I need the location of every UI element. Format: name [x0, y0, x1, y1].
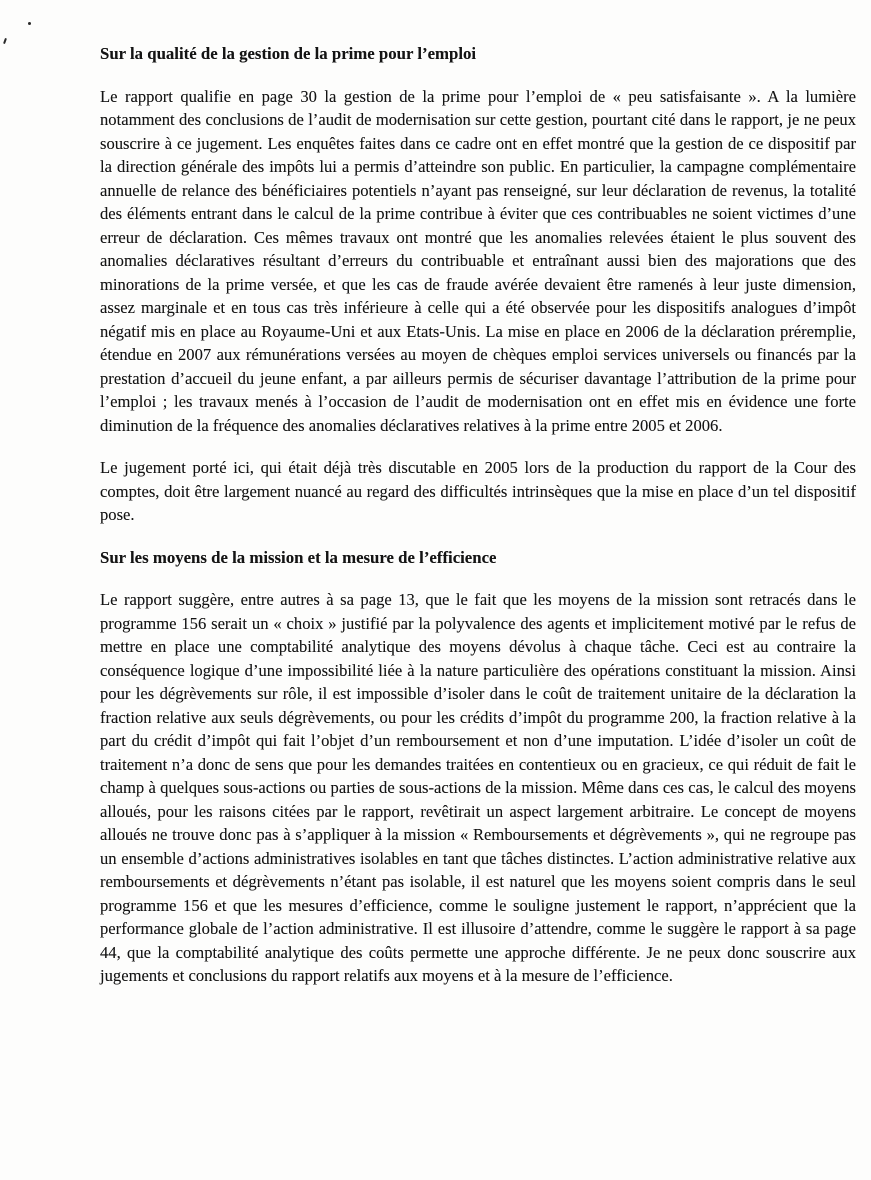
- section-heading-gestion-prime-emploi: Sur la qualité de la gestion de la prime pour l’emploi: [100, 44, 477, 63]
- paragraph-moyens-efficience-1: Le rapport suggère, entre autres à sa page 13, que le fait que les moyens de la mission sont retracés dans le programme 156 serait un « choix » justifié par la polyvalence des agents et implicitement motivé par le refus de mettre en place une comptabilité analytique des moyens dévolus à chaque tâche. Ceci est au contraire la conséquence logique d’une impossibilité liée à la nature particulière des opérations constituant la mission. Ainsi pour les dégrèvements sur rôle, il est impossible d’isoler dans le coût de traitement unitaire de la déclaration la fraction relative aux seuls dégrèvements, ou pour les crédits d’impôt du programme 200, la fraction relative à la part du crédit d’impôt qui fait l’objet d’un remboursement et non d’une imputation. L’idée d’isoler un coût de traitement n’a donc de sens que pour les demandes traitées en contentieux ou en gracieux, ce qui réduit de fait le champ à quelques sous-actions ou parties de sous-actions de la mission. Même dans ces cas, le calcul des moyens alloués, pour les raisons citées par le rapport, revêtirait un aspect largement arbitraire. Le concept de moyens alloués ne trouve donc pas à s’appliquer à la mission « Remboursements et dégrèvements », qui ne regroupe pas un ensemble d’actions administratives isolables en tant que tâches distinctes. L’action administrative relative aux remboursements et dégrèvements n’étant pas isolable, il est naturel que les moyens soient compris dans le seul programme 156 et que les mesures d’efficience, comme le souligne justement le rapport, n’apprécient que la performance globale de l’action administrative. Il est illusoire d’attendre, comme le suggère le rapport à sa page 44, que la comptabilité analytique des coûts permette une approche différente. Je ne peux donc souscrire aux jugements et conclusions du rapport relatifs aux moyens et à la mesure de l’efficience.: [100, 590, 856, 985]
- document-body: [100, 42, 856, 988]
- scan-speck: [28, 22, 31, 25]
- scan-speck: [3, 38, 7, 44]
- paragraph-gestion-prime-2: Le jugement porté ici, qui était déjà très discutable en 2005 lors de la production du rapport de la Cour des comptes, doit être largement nuancé au regard des difficultés intrinsèques que la mise en place d’un tel dispositif pose.: [100, 458, 856, 524]
- paragraph-gestion-prime-1: Le rapport qualifie en page 30 la gestion de la prime pour l’emploi de « peu satisfaisante ». A la lumière notamment des conclusions de l’audit de modernisation sur cette gestion, pourtant cité dans le rapport, je ne peux souscrire à ce jugement. Les enquêtes faites dans ce cadre ont en effet montré que la gestion de ce dispositif par la direction générale des impôts lui a permis d’atteindre son public. En particulier, la campagne complémentaire annuelle de relance des bénéficiaires potentiels n’ayant pas renseigné, sur leur déclaration de revenus, la totalité des éléments entrant dans le calcul de la prime contribue à éviter que ces contribuables ne soient victimes d’une erreur de déclaration. Ces mêmes travaux ont montré que les anomalies relevées étaient le plus souvent des anomalies déclaratives résultant d’erreurs du contribuable et entraînant aussi bien des majorations que des minorations de la prime versée, et que les cas de fraude avérée devaient être ramenés à leur juste dimension, assez marginale et en tous cas très inférieure à celle qui a été observée pour les dispositifs analogues d’impôt négatif mis en place au Royaume-Uni et aux Etats-Unis. La mise en place en 2006 de la déclaration préremplie, étendue en 2007 aux rémunérations versées au moyen de chèques emploi services universels ou financés par la prestation d’accueil du jeune enfant, a par ailleurs permis de sécuriser davantage l’attribution de la prime pour l’emploi ; les travaux menés à l’occasion de l’audit de modernisation ont en effet mis en évidence une forte diminution de la fréquence des anomalies déclaratives relatives à la prime entre 2005 et 2006.: [100, 86, 856, 435]
- section-heading-moyens-efficience: Sur les moyens de la mission et la mesure de l’efficience: [100, 547, 497, 567]
